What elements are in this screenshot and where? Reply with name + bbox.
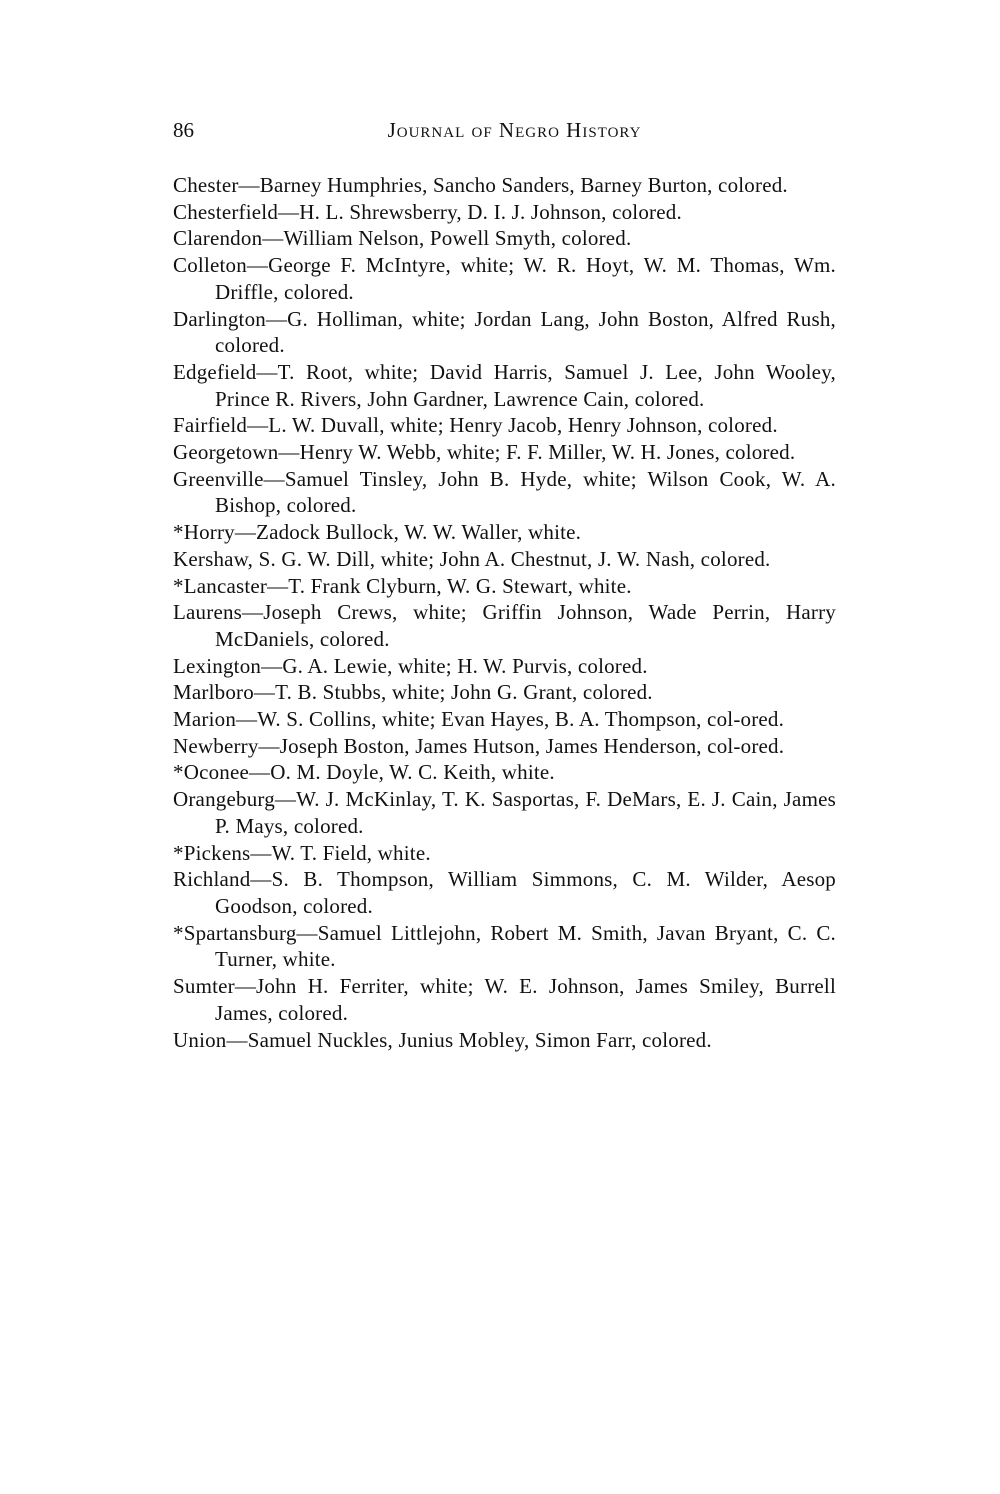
list-item: *Horry—Zadock Bullock, W. W. Waller, white. — [173, 520, 582, 545]
list-item: Fairfield—L. W. Duvall, white; Henry Jacob, Henry Johnson, colored. — [173, 413, 778, 438]
list-item: Edgefield—T. Root, white; David Harris, Samuel J. Lee, John Wooley, Prince R. Rivers, John Gardner, Lawrence Cain, colored. — [173, 359, 836, 411]
list-item: Kershaw, S. G. W. Dill, white; John A. Chestnut, J. W. Nash, colored. — [173, 546, 771, 571]
list-item: *Oconee—O. M. Doyle, W. C. Keith, white. — [173, 760, 555, 785]
county-list — [173, 172, 836, 1053]
running-header — [173, 118, 836, 148]
list-item: Clarendon—William Nelson, Powell Smyth, colored. — [173, 226, 632, 251]
list-item: Darlington—G. Holliman, white; Jordan Lang, John Boston, Alfred Rush, colored. — [173, 306, 836, 358]
list-item: Richland—S. B. Thompson, William Simmons, C. M. Wilder, Aesop Goodson, colored. — [173, 867, 836, 918]
list-item: Chesterfield—H. L. Shrewsberry, D. I. J. Johnson, colored. — [173, 199, 682, 224]
list-item: Chester—Barney Humphries, Sancho Sanders, Barney Burton, colored. — [173, 173, 788, 197]
list-item: Greenville—Samuel Tinsley, John B. Hyde, white; Wilson Cook, W. A. Bishop, colored. — [173, 466, 836, 518]
list-item: Laurens—Joseph Crews, white; Griffin Johnson, Wade Perrin, Harry McDaniels, colored. — [173, 600, 836, 651]
list-item: Marlboro—T. B. Stubbs, white; John G. Grant, colored. — [173, 680, 653, 705]
list-item: Newberry—Joseph Boston, James Hutson, James Henderson, col-ored. — [173, 733, 785, 758]
list-item: Sumter—John H. Ferriter, white; W. E. Johnson, James Smiley, Burrell James, colored. — [173, 974, 836, 1025]
list-item: *Pickens—W. T. Field, white. — [173, 840, 431, 865]
list-item: Union—Samuel Nuckles, Junius Mobley, Simon Farr, colored. — [173, 1027, 712, 1052]
list-item: Orangeburg—W. J. McKinlay, T. K. Sasportas, F. DeMars, E. J. Cain, James P. Mays, colored. — [173, 787, 836, 838]
list-item: Georgetown—Henry W. Webb, white; F. F. Miller, W. H. Jones, colored. — [173, 440, 796, 465]
list-item: Marion—W. S. Collins, white; Evan Hayes, B. A. Thompson, col-ored. — [173, 707, 785, 732]
list-item: *Spartansburg—Samuel Littlejohn, Robert M. Smith, Javan Bryant, C. C. Turner, white. — [173, 920, 836, 972]
list-item: *Lancaster—T. Frank Clyburn, W. G. Stewart, white. — [173, 573, 632, 598]
list-item: Lexington—G. A. Lewie, white; H. W. Purvis, colored. — [173, 653, 648, 678]
running-title: Journal of Negro History — [387, 118, 642, 142]
page-number: 86 — [173, 118, 194, 142]
list-item: Colleton—George F. McIntyre, white; W. R. Hoyt, W. M. Thomas, Wm. Driffle, colored. — [173, 253, 836, 304]
